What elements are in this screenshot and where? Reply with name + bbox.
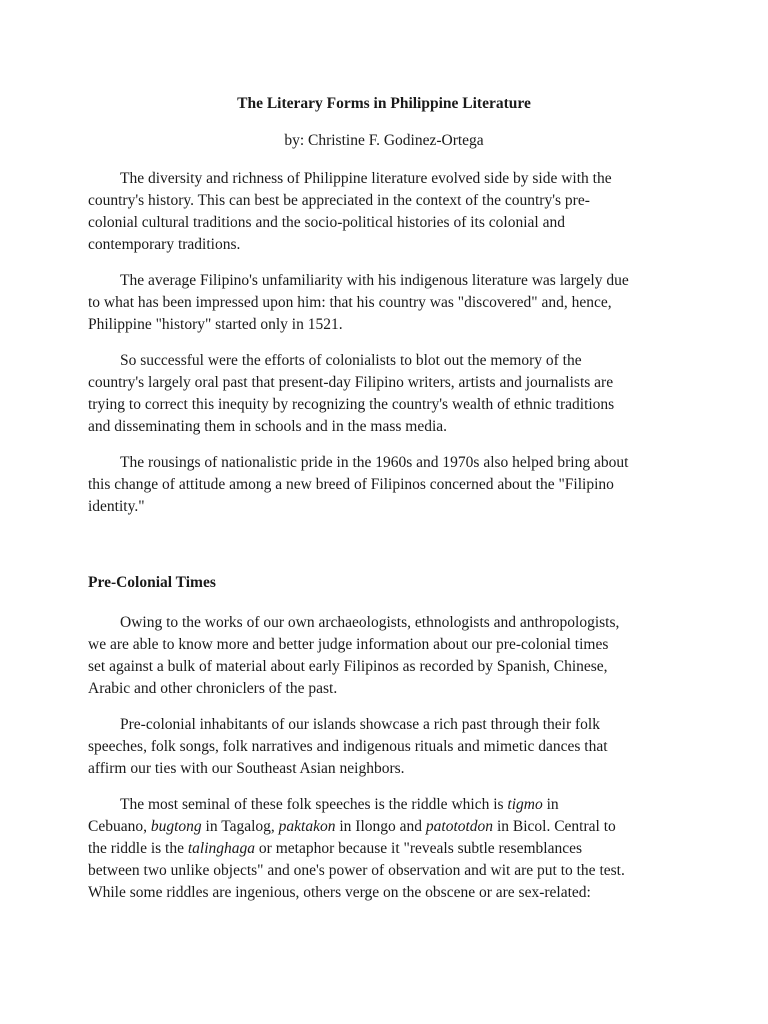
text-line: affirm our ties with our Southeast Asian neighbors. (88, 760, 405, 777)
text-run: The most seminal of these folk speeches is the riddle which is (120, 796, 508, 813)
text-run: Cebuano, (88, 818, 151, 835)
riddle-paragraph (88, 794, 680, 904)
text-line (88, 838, 680, 860)
text-line: Owing to the works of our own archaeologists, ethnologists and anthropologists, (120, 614, 620, 631)
intro-paragraph-3 (88, 350, 680, 438)
text-line: identity." (88, 498, 145, 515)
intro-paragraph-1 (88, 168, 680, 256)
text-line: contemporary traditions. (88, 236, 241, 253)
text-run: the riddle is the (88, 840, 188, 857)
text-line: and disseminating them in schools and in the mass media. (88, 418, 448, 435)
text-line: we are able to know more and better judge information about our pre-colonial times (88, 636, 609, 653)
text-line: trying to correct this inequity by recognizing the country's wealth of ethnic traditions (88, 396, 615, 413)
intro-paragraph-2 (88, 270, 680, 336)
text-line: The average Filipino's unfamiliarity with his indigenous literature was largely due (120, 272, 629, 289)
document-title: The Literary Forms in Philippine Literature (237, 95, 531, 112)
text-run: in Bicol. Central to (493, 818, 616, 835)
section-paragraph-2 (88, 714, 680, 780)
text-line: speeches, folk songs, folk narratives and indigenous rituals and mimetic dances that (88, 738, 608, 755)
text-line: Pre-colonial inhabitants of our islands showcase a rich past through their folk (120, 716, 600, 733)
term-patototdon: patototdon (425, 818, 494, 835)
text-line: Philippine "history" started only in 1521. (88, 316, 343, 333)
text-line: country's history. This can best be appreciated in the context of the country's pre- (88, 192, 590, 209)
section-paragraph-1 (88, 612, 680, 700)
text-line: set against a bulk of material about early Filipinos as recorded by Spanish, Chinese, (88, 658, 608, 675)
text-line: The diversity and richness of Philippine literature evolved side by side with the (120, 170, 612, 187)
text-line: country's largely oral past that present-day Filipino writers, artists and journalists are (88, 374, 614, 391)
text-line: While some riddles are ingenious, others verge on the obscene or are sex-related: (88, 884, 591, 901)
text-line: to what has been impressed upon him: that his country was "discovered" and, hence, (88, 294, 612, 311)
text-line (88, 794, 680, 816)
section-heading: Pre-Colonial Times (88, 574, 216, 591)
term-paktakon: paktakon (278, 818, 336, 835)
term-tigmo: tigmo (507, 796, 543, 813)
intro-paragraph-4 (88, 452, 680, 518)
text-line: between two unlike objects" and one's power of observation and wit are put to the test. (88, 862, 625, 879)
text-line: colonial cultural traditions and the socio-political histories of its colonial and (88, 214, 565, 231)
text-run: in (542, 796, 559, 813)
text-run: or metaphor because it "reveals subtle resemblances (255, 840, 583, 857)
text-run: in Tagalog, (201, 818, 279, 835)
text-line: Arabic and other chroniclers of the past. (88, 680, 338, 697)
term-talinghaga: talinghaga (187, 840, 256, 857)
text-line (88, 816, 680, 838)
text-line: The rousings of nationalistic pride in the 1960s and 1970s also helped bring about (120, 454, 629, 471)
text-line: So successful were the efforts of colonialists to blot out the memory of the (120, 352, 582, 369)
author-byline: by: Christine F. Godinez-Ortega (284, 132, 484, 149)
text-line: this change of attitude among a new breed of Filipinos concerned about the "Filipino (88, 476, 614, 493)
term-bugtong: bugtong (150, 818, 202, 835)
text-run: in Ilongo and (335, 818, 426, 835)
